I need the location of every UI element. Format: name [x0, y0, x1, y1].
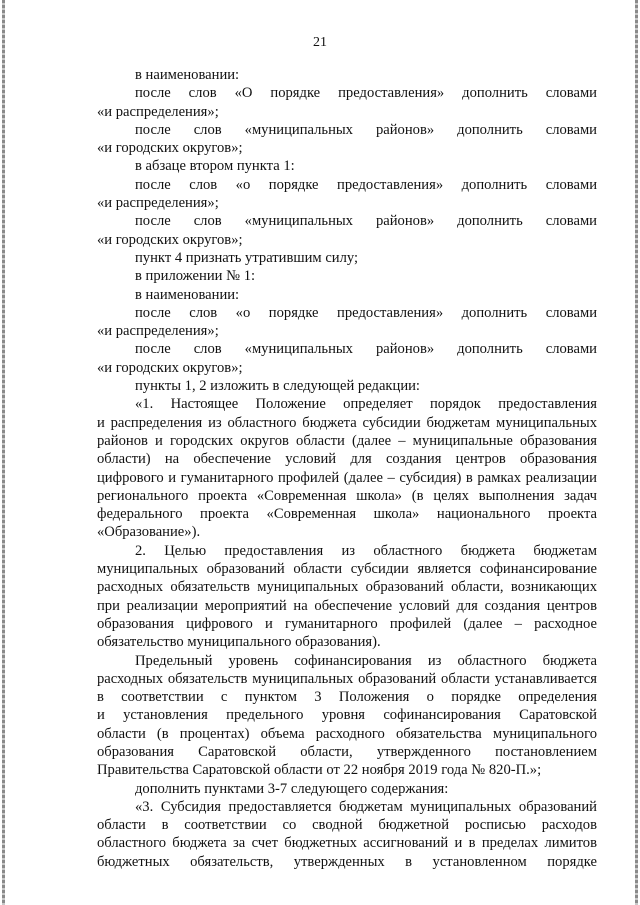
text-line: муниципальных образований области субсидии является софинансирование — [97, 561, 597, 578]
text-line: в наименовании: — [135, 286, 240, 303]
text-line: в соответствии с пунктом 3 Положения о порядке определения — [97, 689, 597, 706]
page-number: 21 — [313, 35, 327, 50]
text-line: федерального проекта «Современная школа» национального проекта — [97, 506, 597, 523]
text-line: при реализации мероприятий на обеспечение условий для создания центров — [97, 597, 597, 614]
text-line: образования Саратовской области, утвержденного постановлением — [97, 743, 597, 760]
text-line: «и распределения»; — [97, 195, 219, 212]
text-line: «и городских округов»; — [97, 231, 243, 248]
text-line: после слов «муниципальных районов» дополнить словами — [135, 213, 597, 230]
text-line: «Образование»). — [97, 524, 201, 541]
text-line: области (в процентах) объема расходного обязательства муниципального — [97, 725, 597, 742]
text-line: «и городских округов»; — [97, 359, 243, 376]
text-line: после слов «о порядке предоставления» дополнить словами — [135, 176, 597, 193]
text-line: бюджетных обязательств, утвержденных в установленном порядке — [97, 853, 597, 870]
text-line: расходных обязательств муниципальных образований области, возникающих — [97, 579, 597, 596]
scan-edge-left — [2, 0, 5, 905]
text-line: пункт 4 признать утратившим силу; — [135, 249, 359, 266]
text-line: регионального проекта «Современная школа» (в целях выполнения задач — [97, 487, 597, 504]
text-line: «и городских округов»; — [97, 140, 243, 157]
text-line: после слов «муниципальных районов» дополнить словами — [135, 121, 597, 138]
text-line: области) на обеспечение условий для создания центров образования — [97, 451, 597, 468]
text-line: в абзаце втором пункта 1: — [135, 158, 295, 175]
scan-edge-right — [635, 0, 638, 905]
text-line: области в соответствии со сводной бюджетной росписью расходов — [97, 817, 597, 834]
text-line: дополнить пунктами 3-7 следующего содержания: — [135, 780, 449, 797]
text-line: «и распределения»; — [97, 323, 219, 340]
text-line: районов и городских округов области (далее – муниципальные образования — [97, 432, 597, 449]
text-line: 2. Целью предоставления из областного бюджета бюджетам — [135, 542, 597, 559]
text-line: областного бюджета за счет бюджетных ассигнований и в пределах лимитов — [97, 835, 597, 852]
text-line: «3. Субсидия предоставляется бюджетам муниципальных образований — [135, 798, 597, 815]
text-line: «1. Настоящее Положение определяет порядок предоставления — [135, 396, 597, 413]
text-line: Предельный уровень софинансирования из областного бюджета — [135, 652, 597, 669]
text-line: в приложении № 1: — [135, 268, 256, 285]
text-line: обязательство муниципального образования). — [97, 634, 381, 651]
document-body — [97, 66, 597, 871]
text-line: после слов «о порядке предоставления» дополнить словами — [135, 304, 597, 321]
text-line: после слов «О порядке предоставления» дополнить словами — [135, 85, 597, 102]
text-line: образования цифрового и гуманитарного профилей (далее – расходное — [97, 615, 597, 632]
text-line: расходных обязательств муниципальных образований области устанавливается — [97, 670, 597, 687]
text-line: и установления предельного уровня софинансирования Саратовской — [97, 707, 597, 724]
text-line: после слов «муниципальных районов» дополнить словами — [135, 341, 597, 358]
text-line: цифрового и гуманитарного профилей (далее – субсидия) в рамках реализации — [97, 469, 597, 486]
text-line: и распределения из областного бюджета субсидии бюджетам муниципальных — [97, 414, 597, 431]
text-line: «и распределения»; — [97, 103, 219, 120]
text-line: пункты 1, 2 изложить в следующей редакции: — [135, 378, 420, 395]
text-line: Правительства Саратовской области от 22 ноября 2019 года № 820-П.»; — [97, 762, 542, 779]
text-line: в наименовании: — [135, 67, 240, 83]
